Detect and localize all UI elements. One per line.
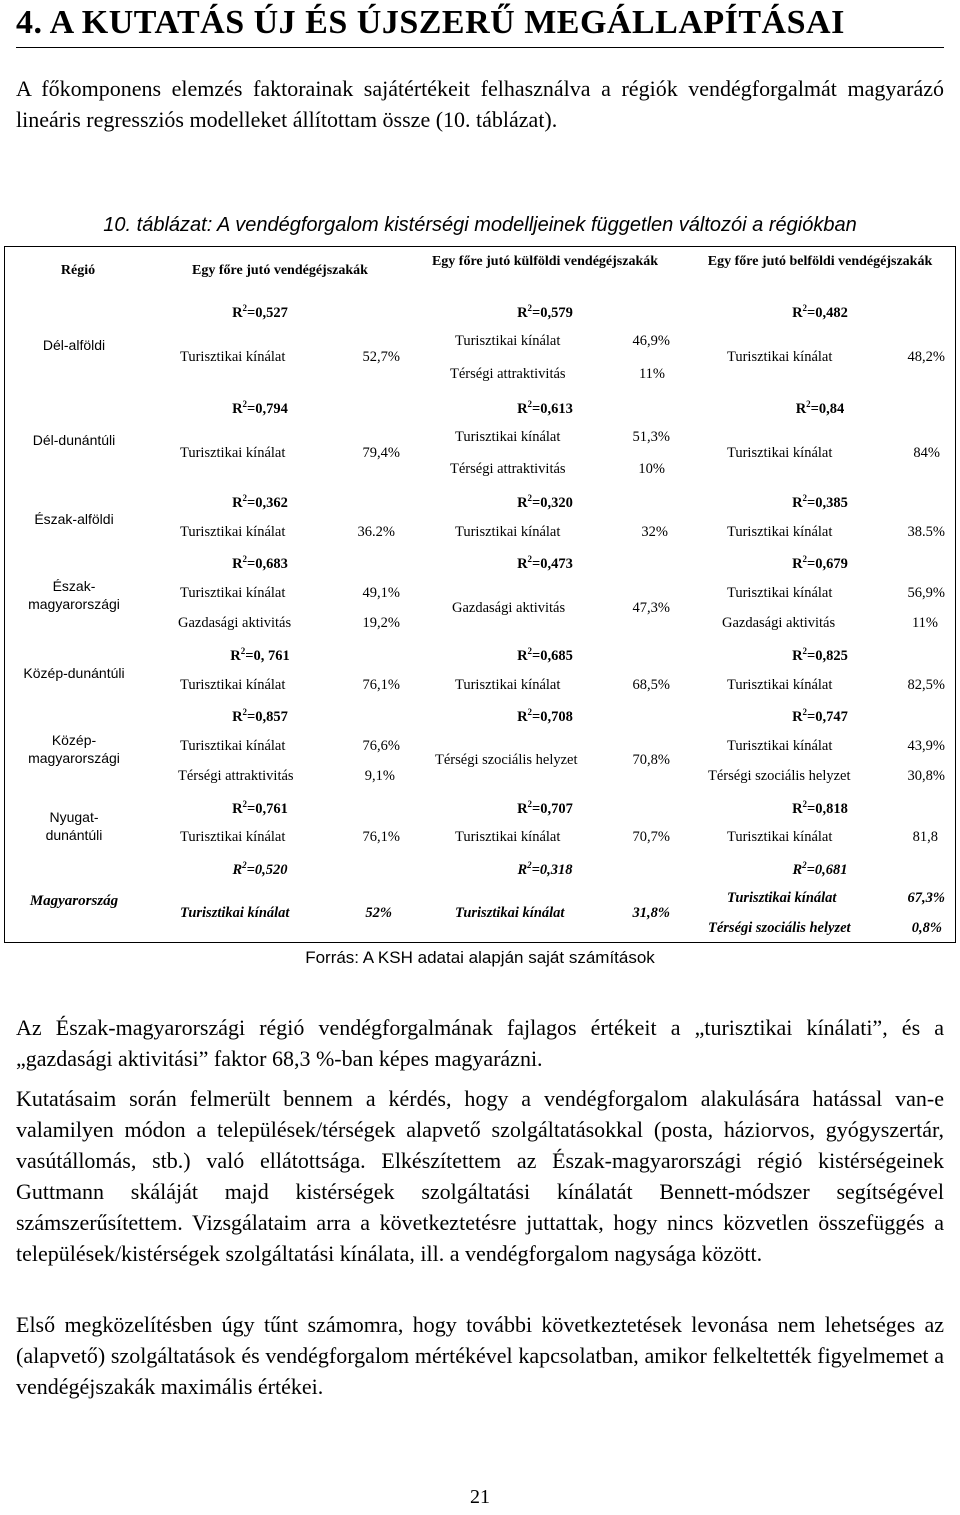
factor-value: 36.2% (357, 524, 395, 540)
factor-value: 0,8% (911, 920, 942, 936)
intro-paragraph: A főkomponens elemzés faktorainak sajátértékeit felhasználva a régiók vendégforgalmát magyarázó lineáris regressziós modelleket állítottam össze (10. táblázat). (16, 76, 944, 132)
factor-value: 81,8 (912, 829, 938, 845)
factor-value: 76,6% (362, 738, 400, 754)
region-label: Nyugat- dunántúli (45, 809, 103, 843)
r2-value: $R^2=0,707$ (517, 799, 573, 817)
r2-value: $R^2=0,794$ (232, 399, 288, 417)
factor-value: 51,3% (632, 429, 670, 445)
region-label: Közép-dunántúli (23, 665, 125, 681)
factor-label: Turisztikai kínálat (455, 829, 561, 845)
r2-value: $R^2=0,473$ (517, 554, 573, 572)
factor-value: 46,9% (632, 333, 670, 349)
header-total: Egy főre jutó vendégéjszakák (192, 263, 368, 278)
r2-value: $R^2=0,385$ (792, 493, 848, 511)
r2-value: $R^2=0,579$ (517, 303, 573, 321)
factor-label: Turisztikai kínálat (727, 349, 833, 365)
r2-value: $R^2=0,613$ (517, 399, 573, 417)
factor-value: 31,8% (632, 905, 670, 921)
r2-value: $R^2=0,84$ (795, 399, 845, 417)
body-paragraph: Az Észak-magyarországi régió vendégforgalmának fajlagos értékeit a „turisztikai kínálati”, és a „gazdasági aktivitási” faktor 68,3 %-ban képes magyarázni. (16, 1015, 944, 1071)
chapter-heading: 4. A KUTATÁS ÚJ ÉS ÚJSZERŰ MEGÁLLAPÍTÁSAI (16, 4, 845, 41)
r2-value: $R^2=0$, 761 (230, 646, 290, 664)
table-source: Forrás: A KSH adatai alapján saját számítások (305, 948, 655, 967)
body-paragraph: Kutatásaim során felmerült bennem a kérdés, hogy a vendégforgalom alakulására hatással van-e valamilyen módon a települések/térségek alapvető szolgáltatásokkal (posta, háziorvos, gyógyszertár, vasútállomás, stb.) való ellátottsága. Elkészítettem az Észak-magyarországi régió kistérségeinek Guttmann skáláját majd kistérségek szolgáltatási kínálatát Bennett-módszer segítségével számszerűsítettem. Vizsgálataim arra a következtetésre juttattak, hogy nincs közvetlen összefüggés a települések/kistérségek szolgáltatási kínálata, ill. a vendégforgalom nagysága között. (16, 1086, 944, 1266)
factor-value: 9,1% (364, 768, 395, 784)
factor-value: 49,1% (362, 585, 400, 601)
factor-label: Turisztikai kínálat (455, 524, 561, 540)
factor-value: 32% (641, 524, 668, 540)
factor-value: 10% (638, 461, 665, 477)
factor-value: 79,4% (362, 445, 400, 461)
factor-value: 48,2% (907, 349, 945, 365)
factor-value: 68,5% (632, 677, 670, 693)
body-paragraph: Első megközelítésben úgy tűnt számomra, hogy további következtetések levonása nem lehetséges az (alapvető) szolgáltatások és vendégforgalom mértékével kapcsolatban, amikor felkeltették figyelmemet a vendégéjszakák maximális értékei. (16, 1312, 944, 1399)
heading-rule (16, 47, 944, 48)
factor-label: Turisztikai kínálat (180, 905, 290, 921)
factor-value: 52,7% (362, 349, 400, 365)
header-region: Régió (60, 263, 96, 278)
factor-label: Térségi szociális helyzet (435, 752, 578, 768)
factor-value: 11% (638, 366, 665, 382)
factor-label: Turisztikai kínálat (727, 585, 833, 601)
factor-label: Turisztikai kínálat (180, 349, 286, 365)
r2-value: $R^2=0,520$ (232, 860, 288, 878)
factor-label: Térségi attraktivitás (450, 461, 566, 477)
factor-label: Turisztikai kínálat (455, 677, 561, 693)
factor-value: 84% (913, 445, 940, 461)
factor-label: Turisztikai kínálat (727, 738, 833, 754)
r2-value: $R^2=0,679$ (792, 554, 848, 572)
r2-value: $R^2=0,482$ (792, 303, 848, 321)
r2-value: $R^2=0,320$ (517, 493, 573, 511)
factor-value: 67,3% (907, 890, 945, 906)
r2-value: $R^2=0,681$ (792, 860, 848, 878)
r2-value: $R^2=0,708$ (517, 707, 573, 725)
factor-label: Térségi attraktivitás (450, 366, 566, 382)
region-label: Észak- magyarországi (28, 578, 120, 612)
table-caption: 10. táblázat: A vendégforgalom kistérségi modelljeinek független változói a régiókban (103, 214, 857, 236)
r2-value: $R^2=0,685$ (517, 646, 573, 664)
header-domestic: Egy főre jutó belföldi vendégéjszakák (707, 254, 933, 269)
region-label: Magyarország (29, 893, 119, 909)
factor-label: Turisztikai kínálat (727, 445, 833, 461)
factor-value: 70,8% (632, 752, 670, 768)
factor-value: 38.5% (907, 524, 945, 540)
r2-value: $R^2=0,818$ (792, 799, 848, 817)
factor-value: 56,9% (907, 585, 945, 601)
factor-label: Turisztikai kínálat (180, 445, 286, 461)
factor-label: Térségi szociális helyzet (708, 920, 851, 936)
region-label: Közép- magyarországi (28, 732, 120, 766)
region-label: Észak-alföldi (34, 511, 114, 527)
r2-value: $R^2=0,362$ (232, 493, 288, 511)
factor-label: Gazdasági aktivitás (722, 615, 836, 631)
factor-value: 11% (911, 615, 938, 631)
r2-value: $R^2=0,761$ (232, 799, 288, 817)
factor-label: Gazdasági aktivitás (178, 615, 292, 631)
factor-value: 76,1% (362, 677, 400, 693)
factor-label: Térségi szociális helyzet (708, 768, 851, 784)
factor-value: 19,2% (362, 615, 400, 631)
factor-label: Turisztikai kínálat (180, 677, 286, 693)
factor-label: Térségi attraktivitás (178, 768, 294, 784)
factor-label: Turisztikai kínálat (180, 738, 286, 754)
factor-label: Turisztikai kínálat (727, 829, 833, 845)
factor-value: 76,1% (362, 829, 400, 845)
factor-value: 70,7% (632, 829, 670, 845)
r2-value: $R^2=0,747$ (792, 707, 848, 725)
factor-label: Turisztikai kínálat (727, 524, 833, 540)
r2-value: $R^2=0,527$ (232, 303, 288, 321)
factor-label: Turisztikai kínálat (180, 829, 286, 845)
factor-label: Turisztikai kínálat (455, 333, 561, 349)
factor-label: Turisztikai kínálat (727, 890, 837, 906)
factor-value: 43,9% (907, 738, 945, 754)
factor-label: Gazdasági aktivitás (452, 600, 566, 616)
factor-label: Turisztikai kínálat (455, 905, 565, 921)
factor-label: Turisztikai kínálat (727, 677, 833, 693)
region-label: Dél-dunántúli (32, 432, 116, 448)
factor-value: 47,3% (632, 600, 670, 616)
factor-label: Turisztikai kínálat (180, 585, 286, 601)
factor-label: Turisztikai kínálat (455, 429, 561, 445)
factor-label: Turisztikai kínálat (180, 524, 286, 540)
factor-value: 30,8% (907, 768, 945, 784)
r2-value: $R^2=0,318$ (517, 860, 573, 878)
factor-value: 82,5% (907, 677, 945, 693)
r2-value: $R^2=0,857$ (232, 707, 288, 725)
factor-value: 52% (365, 905, 392, 921)
header-foreign: Egy főre jutó külföldi vendégéjszakák (431, 254, 659, 269)
r2-value: $R^2=0,683$ (232, 554, 288, 572)
page-number: 21 (470, 1486, 490, 1508)
region-label: Dél-alföldi (42, 337, 106, 353)
r2-value: $R^2=0,825$ (792, 646, 848, 664)
